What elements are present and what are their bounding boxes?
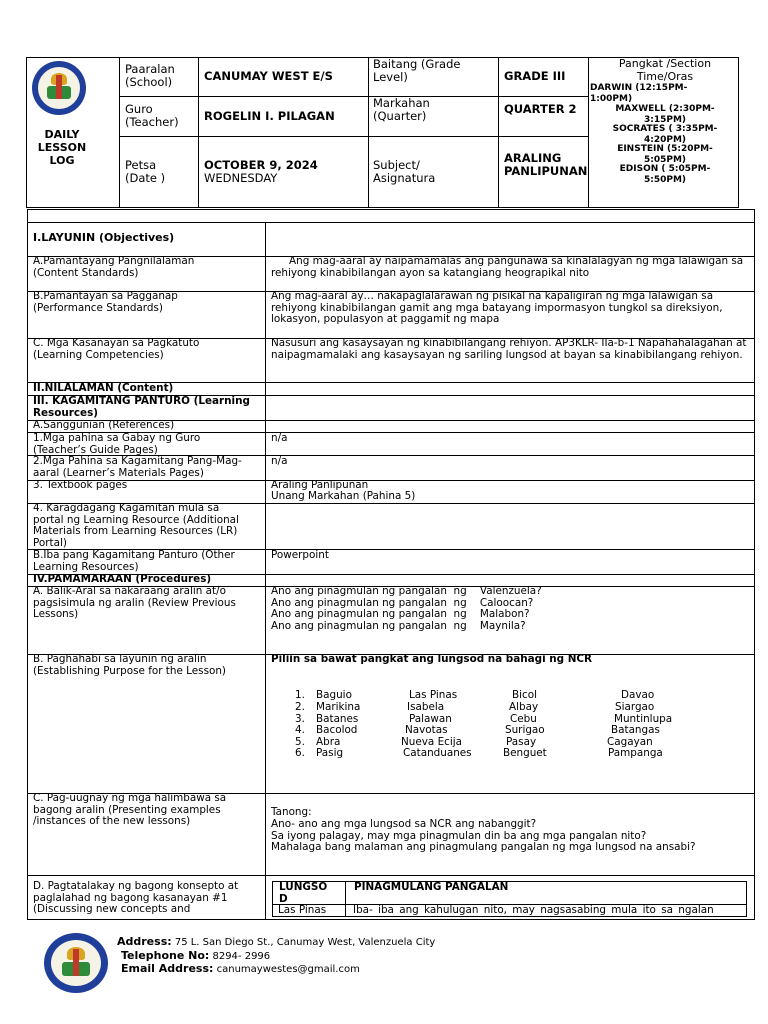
- school-label: Paaralan (School): [125, 62, 175, 89]
- inner-header-city: LUNGSOD: [279, 881, 328, 905]
- examples-line: Sa iyong palagay, may mga pinagmulan din ba ang mga pangalan nito?: [271, 830, 647, 842]
- subject-value: ARALING PANLIPUNAN: [504, 151, 588, 178]
- address-value: 75 L. San Diego St., Canumay West, Valenzuela City: [174, 937, 436, 948]
- procedures-heading: IV.PAMAMARAAN (Procedures): [33, 573, 212, 585]
- teacher-value: ROGELIN I. PILAGAN: [204, 109, 335, 123]
- day-value: WEDNESDAY: [204, 171, 278, 185]
- phone-label: Telephone No:: [121, 949, 210, 962]
- examples-line: Tanong:: [271, 806, 312, 818]
- footer-address: [117, 935, 435, 950]
- date-value: OCTOBER 9, 2024: [204, 158, 318, 172]
- quarter-value: QUARTER 2: [504, 102, 577, 116]
- textbook-label: 3. Textbook pages: [33, 479, 128, 491]
- performance-standards-label: B.Pamantayan sa Pagganap (Performance Standards): [33, 290, 178, 314]
- review-item: Ano ang pinagmulan ng pangalan ng Caloocan?: [271, 597, 534, 609]
- daily-lesson-log-title: DAILY LESSON LOG: [37, 128, 87, 167]
- other-resources-label: B.Iba pang Kagamitang Panturo (Other Learning Resources): [33, 549, 235, 573]
- lr-portal-label: 4. Karagdagang Kagamitan mula sa portal ng Learning Resource (Additional Materials from Learning Resources (LR) Portal): [33, 502, 239, 549]
- section-edison: EDISON ( 5:05PM-5:50PM): [619, 164, 711, 185]
- review-label: A. Balik-Aral sa nakaraang aralin at/o pagsisimula ng aralin (Review Previous Lessons): [33, 585, 236, 621]
- performance-standards-text: Ang mag-aaral ay… nakapaglalarawan ng pisikal na kapaligiran ng mga lalawigan sa rehiyong kinabibilangan gamit ang mga batayang impormasyon tungkol sa direksiyon, lokasyon, populasyon at paggamit ng mapa: [271, 290, 723, 326]
- address-label: Address:: [117, 935, 172, 948]
- competencies-text: Nasusuri ang kasaysayan ng kinabibilangang rehiyon. AP3KLR- IIa-b-1 Napahahalagahan at naipagmamalaki ang kasaysayan ng sariling lungsod at bayan sa kinabibilangang rehiyon.: [271, 337, 747, 361]
- other-resources-value: Powerpoint: [271, 549, 329, 561]
- quarter-label: Markahan (Quarter): [373, 96, 430, 123]
- textbook-value-2: Unang Markahan (Pahina 5): [271, 490, 416, 502]
- examples-line: Ano- ano ang mga lungsod sa NCR ang nabanggit?: [271, 818, 537, 830]
- inner-header-origin: PINAGMULANG PANGALAN: [354, 881, 509, 893]
- objectives-heading: I.LAYUNIN (Objectives): [33, 231, 175, 244]
- review-item: Ano ang pinagmulan ng pangalan ng Maynila?: [271, 620, 526, 632]
- school-logo: [32, 61, 86, 115]
- section-einstein: EINSTEIN (5:20PM-5:05PM): [617, 144, 713, 165]
- phone-value: 8294- 2996: [212, 951, 271, 962]
- footer-email: [121, 962, 360, 977]
- section-title: Pangkat /Section Time/Oras: [618, 57, 712, 83]
- teachers-guide-value: n/a: [271, 432, 288, 444]
- resources-heading: III. KAGAMITANG PANTURO (Learning Resources): [33, 395, 250, 419]
- email-value: canumaywestes@gmail.com: [216, 964, 360, 975]
- school-value: CANUMAY WEST E/S: [204, 69, 333, 83]
- teachers-guide-label: 1.Mga pahina sa Gabay ng Guro (Teacher’s Guide Pages): [33, 432, 201, 456]
- competencies-label: C. Mga Kasanayan sa Pagkatuto (Learning Competencies): [33, 337, 200, 361]
- email-label: Email Address:: [121, 962, 214, 975]
- subject-label: Subject/ Asignatura: [373, 158, 436, 185]
- learners-materials-value: n/a: [271, 455, 288, 467]
- date-label: Petsa (Date ): [125, 158, 166, 185]
- discuss-label: D. Pagtatalakay ng bagong konsepto at paglalahad ng bagong kasanayan #1 (Discussing new concepts and: [33, 880, 239, 916]
- content-heading: II.NILALAMAN (Content): [33, 382, 174, 394]
- textbook-value-1: Araling Panlipunan: [271, 479, 369, 491]
- review-item: Ano ang pinagmulan ng pangalan ng Valenzuela?: [271, 585, 542, 597]
- content-standards-text: Ang mag-aaral ay naipamamalas ang pangunawa sa kinalalagyan ng mga lalawigan sa rehiyong kinabibilangan ayon sa katangiang heograpikal nito: [271, 255, 744, 279]
- learners-materials-label: 2.Mga Pahina sa Kagamitang Pang-Mag-aaral (Learner’s Materials Pages): [33, 455, 242, 479]
- footer-school-logo: [44, 933, 108, 993]
- content-standards-label: A.Pamantayang Pangnilalaman (Content Standards): [33, 255, 195, 279]
- grade-label: Baitang (Grade Level): [373, 57, 461, 84]
- examples-label: C. Pag-uugnay ng mga halimbawa sa bagong aralin (Presenting examples /instances of the new lessons): [33, 792, 227, 828]
- inner-city: Las Pinas: [278, 904, 327, 916]
- references-label: A.Sanggunian (References): [33, 419, 175, 431]
- examples-line: Mahalaga bang malaman ang pinagmulang pangalan ng mga lungsod na ansabi?: [271, 841, 696, 853]
- purpose-label: B. Paghahabi sa layunin ng aralin (Establishing Purpose for the Lesson): [33, 653, 226, 677]
- purpose-title: Piliin sa bawat pangkat ang lungsod na bahagi ng NCR: [271, 653, 593, 665]
- section-socrates: SOCRATES ( 3:35PM-4:20PM): [612, 124, 718, 145]
- grade-value: GRADE III: [504, 69, 566, 83]
- section-maxwell: MAXWELL (2:30PM-3:15PM): [615, 104, 715, 125]
- inner-origin-text: Iba- iba ang kahulugan nito, may nagsasabing mula ito sa ngalan: [353, 904, 714, 916]
- teacher-label: Guro (Teacher): [125, 102, 179, 129]
- review-item: Ano ang pinagmulan ng pangalan ng Malabon?: [271, 608, 530, 620]
- section-darwin: DARWIN (12:15PM-1:00PM): [590, 83, 688, 104]
